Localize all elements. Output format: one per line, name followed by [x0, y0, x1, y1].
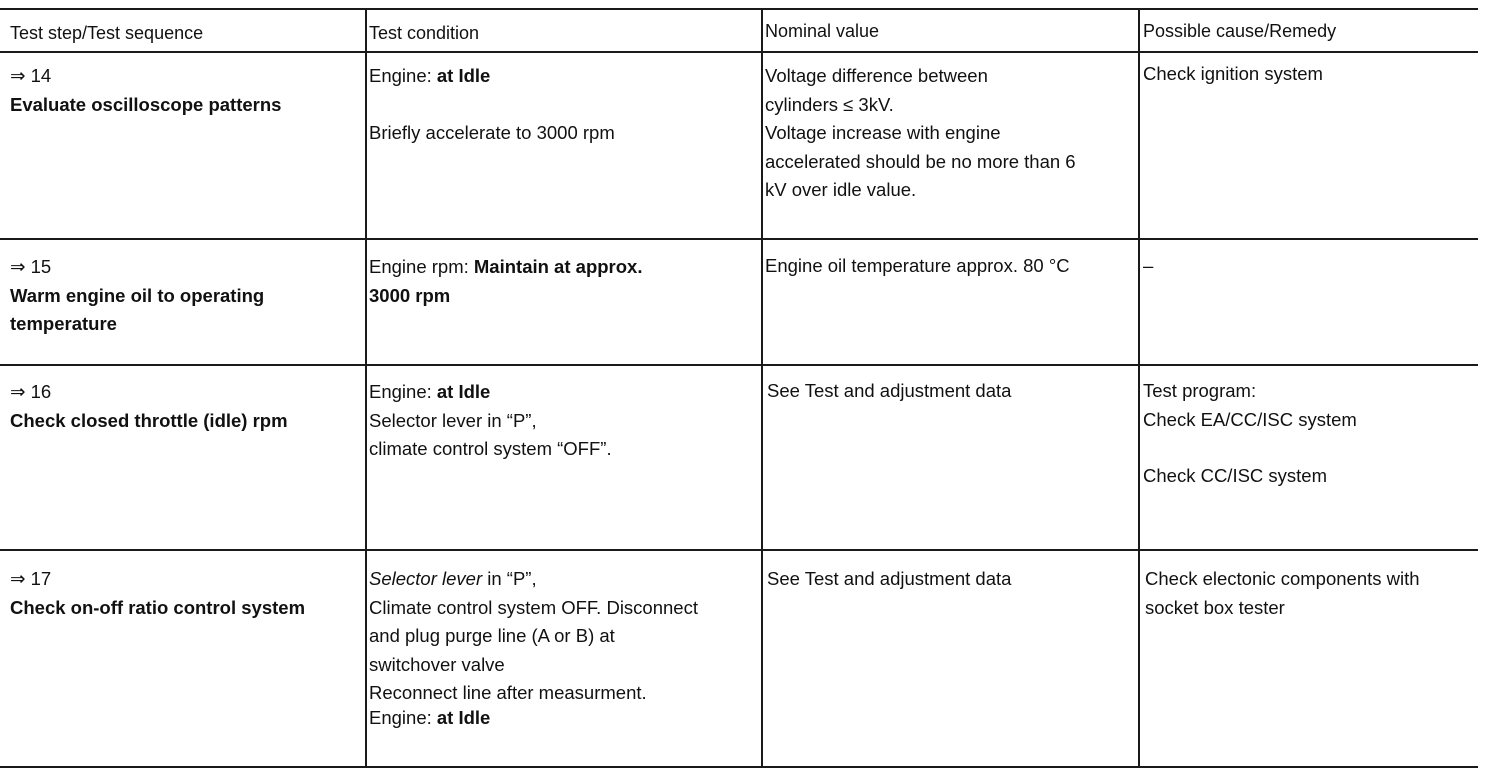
- condition-value: Maintain at approx.: [473, 256, 643, 277]
- condition-14-cell: [369, 62, 615, 147]
- remedy-line: –: [1143, 255, 1154, 276]
- step-title: Warm engine oil to operating: [10, 284, 265, 306]
- nominal-line: Voltage difference between: [765, 65, 988, 86]
- step-17-cell: [10, 565, 305, 622]
- nominal-line: kV over idle value.: [765, 179, 917, 200]
- condition-label: Engine:: [369, 381, 437, 402]
- nominal-14-cell: [765, 62, 1076, 205]
- nominal-line: See Test and adjustment data: [767, 380, 1012, 401]
- step-number: ⇒ 15: [10, 256, 52, 277]
- step-title: temperature: [10, 313, 117, 334]
- remedy-line: Check EA/CC/ISC system: [1143, 408, 1357, 430]
- remedy-15-cell: [1143, 252, 1153, 281]
- condition-label: Engine:: [369, 706, 437, 728]
- row-rule-16: [0, 549, 1478, 551]
- header-possible-cause: Possible cause/Remedy: [1143, 21, 1337, 41]
- condition-label: Engine:: [369, 65, 437, 86]
- table-top-rule: [0, 8, 1478, 10]
- remedy-line: Check electonic components with: [1145, 568, 1420, 589]
- condition-line: Briefly accelerate to 3000 rpm: [369, 121, 615, 143]
- condition-15-cell: [369, 253, 642, 310]
- condition-line: Climate control system OFF. Disconnect: [369, 596, 698, 618]
- remedy-line: socket box tester: [1145, 596, 1285, 618]
- condition-line: switchover valve: [369, 653, 505, 675]
- nominal-line: Engine oil temperature approx. 80 °C: [765, 255, 1070, 276]
- nominal-line: cylinders ≤ 3kV.: [765, 93, 894, 115]
- header-nominal-value: Nominal value: [765, 21, 880, 41]
- condition-line: Reconnect line after measurment.: [369, 682, 647, 703]
- nominal-line: Voltage increase with engine: [765, 122, 1001, 143]
- step-14-cell: [10, 62, 281, 119]
- condition-17-cell: [369, 565, 698, 732]
- column-divider-3: [1138, 8, 1140, 768]
- condition-line: and plug purge line (A or B) at: [369, 625, 615, 646]
- nominal-17-cell: [767, 565, 1011, 594]
- step-number: ⇒ 14: [10, 65, 52, 86]
- remedy-line: Check CC/ISC system: [1143, 465, 1328, 486]
- condition-text: in “P”,: [482, 568, 537, 589]
- row-rule-14: [0, 238, 1478, 240]
- nominal-line: accelerated should be no more than 6: [765, 150, 1076, 172]
- remedy-14-cell: [1143, 60, 1323, 89]
- header-test-step: Test step/Test sequence: [10, 23, 204, 43]
- condition-line: climate control system “OFF”.: [369, 438, 612, 459]
- condition-value: at Idle: [436, 381, 491, 402]
- condition-value: at Idle: [436, 706, 491, 728]
- table-bottom-rule: [0, 766, 1478, 768]
- row-rule-15: [0, 364, 1478, 366]
- step-15-cell: [10, 253, 264, 339]
- column-divider-1: [365, 8, 367, 768]
- nominal-line: See Test and adjustment data: [767, 568, 1012, 589]
- header-test-condition: Test condition: [369, 23, 480, 43]
- remedy-line: Check ignition system: [1143, 63, 1323, 84]
- condition-label: Engine rpm:: [369, 256, 474, 277]
- column-divider-2: [761, 8, 763, 768]
- condition-line: Selector lever in “P”,: [369, 409, 537, 431]
- header-bottom-rule: [0, 51, 1478, 53]
- nominal-15-cell: [765, 252, 1070, 281]
- nominal-16-cell: [767, 377, 1011, 406]
- step-title: Check closed throttle (idle) rpm: [10, 409, 288, 431]
- remedy-16-cell: [1143, 377, 1357, 491]
- step-number: ⇒ 16: [10, 381, 52, 402]
- remedy-17-cell: [1145, 565, 1420, 622]
- remedy-line: Test program:: [1143, 380, 1257, 401]
- condition-line: 3000 rpm: [369, 284, 451, 306]
- step-number: ⇒ 17: [10, 568, 52, 589]
- condition-value: at Idle: [436, 65, 491, 86]
- condition-italic: Selector lever: [369, 568, 483, 589]
- condition-16-cell: [369, 378, 612, 464]
- step-title: Check on-off ratio control system: [10, 596, 306, 618]
- step-title: Evaluate oscilloscope patterns: [10, 93, 282, 115]
- step-16-cell: [10, 378, 288, 435]
